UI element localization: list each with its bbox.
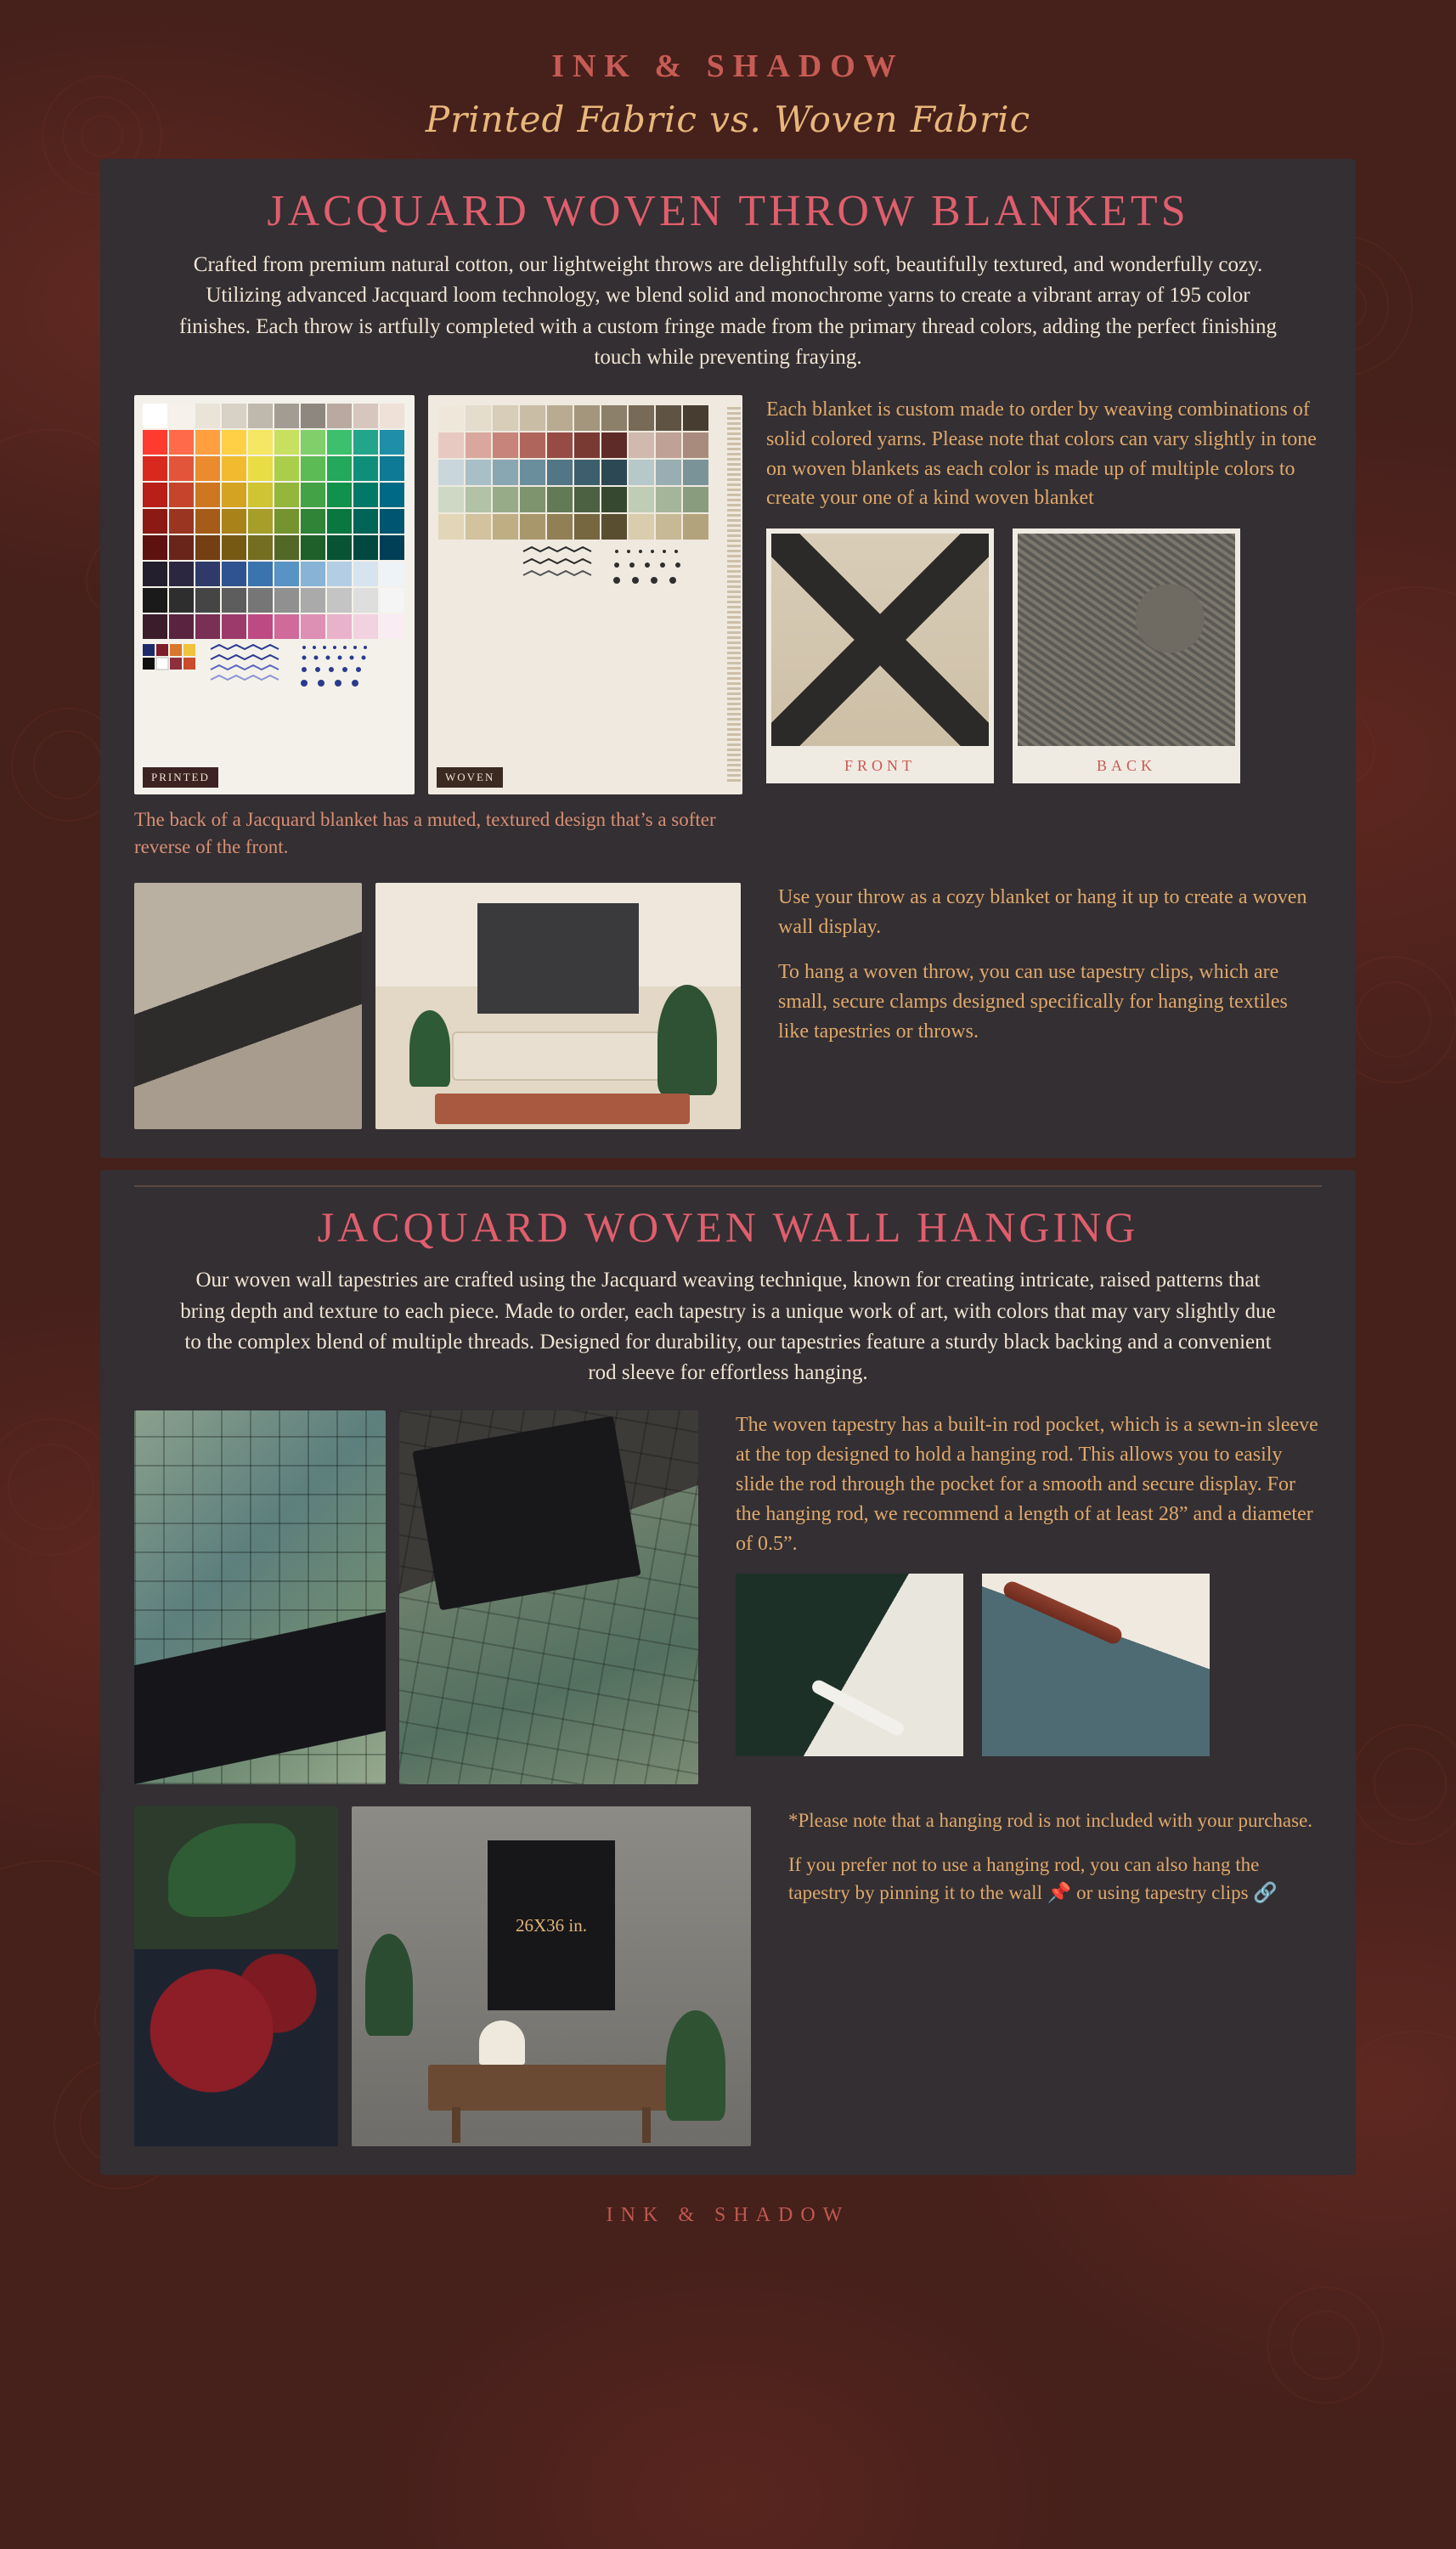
color-swatch [143, 588, 167, 613]
color-swatch [438, 432, 464, 458]
pin-note-prefix: If you prefer not to use a hanging rod, you can also hang the tapestry by pinning it to the wall [788, 1853, 1260, 1904]
color-swatch [683, 432, 708, 458]
color-swatch [353, 509, 378, 534]
hang-note-1: Use your throw as a cozy blanket or hang it up to create a woven wall display. [778, 886, 1307, 939]
color-swatch [380, 588, 404, 613]
color-swatch [195, 614, 220, 639]
color-swatch [274, 483, 299, 507]
color-swatch [438, 460, 464, 485]
color-swatch [629, 460, 654, 485]
color-swatch [301, 404, 325, 428]
section-two-intro: Our woven wall tapestries are crafted using the Jacquard weaving technique, known for creating intricate, raised patterns that bring depth and texture to each piece. Made to order, each tapestry is a unique work of art, with colors that may vary slightly due to the complex blend of multiple threads. Designed for durability, our tapestries feature a sturdy black backing and a convenient rod sleeve for effortless hanging. [180, 1269, 1276, 1385]
color-swatch [466, 432, 491, 458]
color-swatch [547, 405, 573, 431]
color-swatch [143, 535, 167, 560]
color-swatch [438, 487, 464, 512]
color-swatch [327, 588, 352, 613]
color-swatch [274, 509, 299, 534]
section-one-title: JACQUARD WOVEN THROW BLANKETS [267, 187, 1189, 235]
hanging-notes [754, 883, 1322, 1061]
back-photo-label: BACK [1018, 746, 1235, 783]
rod-photo-card-1 [736, 1574, 963, 1756]
color-swatch [248, 535, 273, 560]
color-swatch [274, 614, 299, 639]
section-divider [134, 1185, 1322, 1187]
printed-pattern-samples [143, 644, 398, 695]
color-swatch [248, 588, 273, 613]
room-display-photo [375, 883, 741, 1129]
color-swatch [547, 460, 573, 485]
color-swatch [143, 430, 167, 455]
color-swatch [629, 487, 654, 512]
color-swatch [274, 456, 299, 481]
color-swatch [274, 588, 299, 613]
color-swatch [143, 562, 167, 586]
color-swatch [601, 432, 627, 458]
color-swatch [629, 405, 654, 431]
color-swatch [380, 509, 404, 534]
color-swatch [601, 460, 627, 485]
front-photo-label: FRONT [771, 746, 989, 783]
color-swatch [574, 432, 600, 458]
color-swatch [683, 514, 708, 540]
color-swatch [327, 614, 352, 639]
color-swatch [547, 487, 573, 512]
header [0, 0, 1456, 140]
woven-swatch-card [428, 395, 742, 794]
color-swatch [380, 535, 404, 560]
color-swatch [274, 404, 299, 428]
color-swatch [169, 588, 194, 613]
tapestry-tile-photo-b [399, 1410, 698, 1784]
color-swatch [380, 404, 404, 428]
color-swatch [520, 405, 545, 431]
swatch-and-note-row [134, 395, 1322, 794]
color-swatch [574, 460, 600, 485]
color-swatch [493, 405, 518, 431]
hanging-rod-white [810, 1678, 906, 1738]
color-swatch [248, 430, 273, 455]
color-swatch [169, 456, 194, 481]
rod-pocket-column [712, 1410, 1322, 1756]
color-swatch [466, 514, 491, 540]
front-photo-card [766, 528, 994, 783]
tapestry-tile-photo-a [134, 1410, 386, 1784]
color-swatch [274, 430, 299, 455]
color-swatch [222, 404, 246, 428]
color-swatch [301, 562, 325, 586]
color-swatch [169, 483, 194, 507]
color-swatch [656, 487, 681, 512]
color-swatch [301, 456, 325, 481]
color-swatch [248, 483, 273, 507]
color-swatch [222, 588, 246, 613]
color-swatch [301, 614, 325, 639]
color-swatch [248, 614, 273, 639]
color-swatch [169, 404, 194, 428]
color-swatch [222, 562, 246, 586]
color-swatch [353, 535, 378, 560]
color-swatch [380, 562, 404, 586]
color-swatch [222, 509, 246, 534]
color-swatch [683, 405, 708, 431]
color-swatch [222, 483, 246, 507]
woven-color-grid [438, 405, 732, 540]
color-swatch [574, 514, 600, 540]
brand-title: INK & SHADOW [551, 48, 905, 84]
color-swatch [547, 514, 573, 540]
color-swatch [195, 483, 220, 507]
color-swatch [301, 509, 325, 534]
color-swatch [493, 514, 518, 540]
color-swatch [353, 483, 378, 507]
color-swatch [574, 405, 600, 431]
tapestry-size-overlay [488, 1840, 615, 2010]
color-swatch [629, 514, 654, 540]
pin-note [788, 1851, 1322, 1908]
rod-photo-2 [982, 1574, 1210, 1756]
bottom-row [134, 1806, 1322, 2146]
rod-pocket-note: The woven tapestry has a built-in rod pocket, which is a sewn-in sleeve at the top designed to hold a hanging rod. This allows you to easily slide the rod through the pocket for a smooth and secure display. For the hanging rod, we recommend a length of at least 28” and a diameter of 0.5”. [736, 1414, 1318, 1555]
color-swatch [438, 514, 464, 540]
color-swatch [656, 432, 681, 458]
back-photo-card [1013, 528, 1240, 783]
printed-color-grid [143, 404, 406, 639]
wall-mockup-photo [352, 1806, 751, 2146]
color-swatch [327, 430, 352, 455]
color-swatch [466, 405, 491, 431]
color-swatch [195, 404, 220, 428]
color-swatch [656, 514, 681, 540]
woven-label: WOVEN [437, 767, 503, 788]
color-swatch [353, 588, 378, 613]
tapestry-row [134, 1410, 1322, 1784]
section-wall-hanging [100, 1170, 1356, 2175]
color-swatch [520, 487, 545, 512]
color-swatch [353, 562, 378, 586]
throw-hanging-photo [134, 883, 362, 1129]
color-swatch [327, 404, 352, 428]
color-swatch [169, 430, 194, 455]
color-swatch [222, 430, 246, 455]
color-swatch [601, 405, 627, 431]
front-back-photos [766, 528, 1322, 783]
color-swatch [222, 535, 246, 560]
color-swatch [520, 460, 545, 485]
color-swatch [195, 535, 220, 560]
color-swatch [195, 588, 220, 613]
color-swatch [301, 430, 325, 455]
pushpin-icon: 📌 [1047, 1882, 1072, 1904]
color-swatch [143, 456, 167, 481]
color-swatch [248, 456, 273, 481]
color-swatch [466, 460, 491, 485]
color-swatch [248, 509, 273, 534]
color-swatch [327, 509, 352, 534]
bottom-notes [765, 1806, 1322, 1922]
front-photo [771, 534, 989, 746]
woven-pattern-samples [438, 545, 719, 596]
color-swatch [493, 487, 518, 512]
color-swatch [169, 562, 194, 586]
color-swatch [656, 405, 681, 431]
brand-subtitle: Printed Fabric vs. Woven Fabric [425, 99, 1031, 140]
color-swatch [327, 535, 352, 560]
section-two-title: JACQUARD WOVEN WALL HANGING [317, 1203, 1139, 1252]
color-swatch [301, 535, 325, 560]
color-swatch [574, 487, 600, 512]
color-swatch [327, 456, 352, 481]
color-swatch [222, 614, 246, 639]
color-swatch [301, 483, 325, 507]
color-swatch [547, 432, 573, 458]
hang-note-2: To hang a woven throw, you can use tapestry clips, which are small, secure clamps designed specifically for hanging textiles like tapestries or throws. [778, 960, 1288, 1043]
color-swatch [143, 483, 167, 507]
color-swatch [248, 404, 273, 428]
section-one-intro: Crafted from premium natural cotton, our lightweight throws are delightfully soft, beautifully textured, and wonderfully cozy. Utilizing advanced Jacquard loom technology, we blend solid and monochrome yarns to create a vibrant array of 195 color finishes. Each throw is artfully completed with a custom fringe made from the primary thread colors, adding the perfect finishing touch while preventing fraying. [179, 253, 1277, 369]
custom-made-note: Each blanket is custom made to order by weaving combinations of solid colored yarns. Please note that colors can vary slightly in tone on woven blankets as each color is made up of multiple colors to create your one of a kind woven blanket [766, 398, 1317, 510]
color-swatch [169, 535, 194, 560]
color-swatch [195, 430, 220, 455]
color-swatch [380, 430, 404, 455]
rod-photos [736, 1574, 1322, 1756]
color-swatch [327, 483, 352, 507]
link-clip-icon: 🔗 [1253, 1882, 1278, 1904]
color-swatch [656, 460, 681, 485]
color-swatch [353, 404, 378, 428]
color-swatch [169, 509, 194, 534]
pin-note-middle: or using tapestry clips [1071, 1882, 1254, 1904]
color-swatch [301, 588, 325, 613]
hanging-rod-wood [1001, 1580, 1124, 1647]
color-swatch [195, 509, 220, 534]
color-swatch [195, 456, 220, 481]
color-swatch [143, 614, 167, 639]
color-swatch [353, 614, 378, 639]
color-swatch [520, 514, 545, 540]
rod-disclaimer: *Please note that a hanging rod is not included with your purchase. [788, 1810, 1313, 1832]
color-swatch [438, 405, 464, 431]
section-throw-blankets [100, 159, 1356, 1158]
color-swatch [248, 562, 273, 586]
color-swatch [353, 456, 378, 481]
woven-fringe [727, 407, 741, 783]
color-swatch [520, 432, 545, 458]
color-swatch [493, 432, 518, 458]
printed-label: PRINTED [143, 767, 218, 788]
color-swatch [380, 456, 404, 481]
color-swatch [380, 614, 404, 639]
footer-brand: INK & SHADOW [606, 2204, 850, 2227]
rod-photo-card-2 [982, 1574, 1210, 1756]
color-swatch [629, 432, 654, 458]
color-swatch [380, 483, 404, 507]
rod-photo-1 [736, 1574, 963, 1756]
color-swatch [274, 535, 299, 560]
pomegranate-art-photo [134, 1806, 338, 2146]
color-swatch [327, 562, 352, 586]
color-swatch [143, 509, 167, 534]
color-swatch [274, 562, 299, 586]
color-swatch [195, 562, 220, 586]
color-swatch [353, 430, 378, 455]
color-swatch [683, 487, 708, 512]
hanging-row [134, 883, 1322, 1129]
color-swatch [466, 487, 491, 512]
right-column [756, 395, 1322, 783]
color-swatch [143, 404, 167, 428]
back-photo [1018, 534, 1235, 746]
printed-swatch-card [134, 395, 415, 794]
color-swatch [601, 487, 627, 512]
color-swatch [601, 514, 627, 540]
color-swatch [222, 456, 246, 481]
color-swatch [683, 460, 708, 485]
color-swatch [493, 460, 518, 485]
tapestry-size-label: 26X36 in. [516, 1914, 587, 1936]
color-swatch [169, 614, 194, 639]
back-design-caption: The back of a Jacquard blanket has a muted, textured design that’s a softer reverse of the front. [134, 809, 716, 858]
